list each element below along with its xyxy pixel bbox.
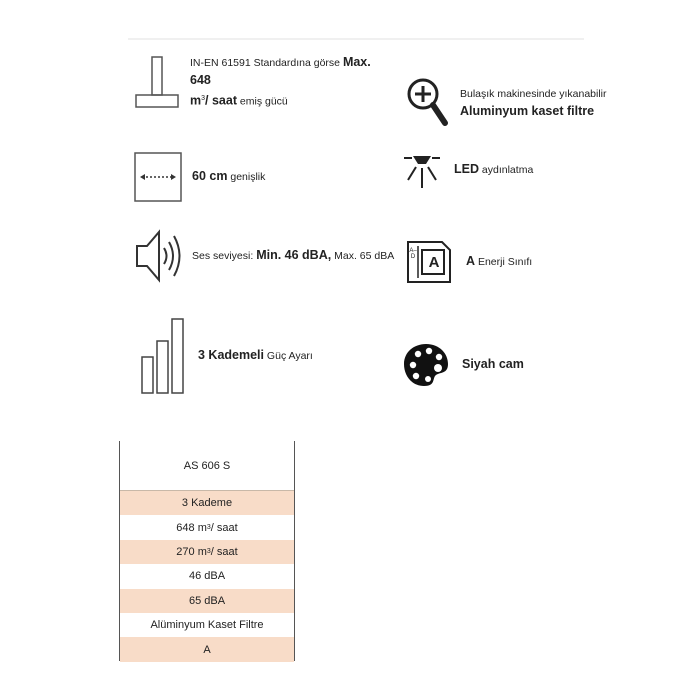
speaker-icon (134, 224, 184, 288)
spec-row-min-suction: 270 m 3 / saat (120, 540, 294, 564)
feature-led-text: LED aydınlatma (454, 162, 534, 176)
feature-speed-text: 3 Kademeli Güç Ayarı (198, 348, 313, 362)
feature-width (134, 152, 265, 202)
feature-sound-level (134, 224, 394, 288)
top-divider (128, 38, 584, 40)
width-icon (134, 152, 182, 202)
power-levels-icon (140, 317, 186, 395)
feature-led (402, 150, 533, 190)
magnifier-plus-icon (406, 76, 450, 130)
feature-suction-power (134, 54, 384, 111)
energy-scale-label: A–D (409, 248, 417, 260)
spec-row-energy: A (120, 637, 294, 661)
feature-black-glass (402, 342, 524, 388)
led-lamp-icon (402, 150, 442, 190)
feature-speed-levels (140, 317, 313, 395)
feature-glass-text: Siyah cam (462, 357, 524, 371)
feature-width-text: 60 cm genişlik (192, 169, 266, 183)
spec-table-header: AS 606 S (120, 441, 294, 491)
hood-icon (134, 55, 180, 109)
spec-row-min-noise: 46 dBA (188, 570, 226, 583)
feature-filter-text: Bulaşık makinesinde yıkanabilir Aluminyum kaset filtre (460, 87, 607, 118)
spec-row-speed: 3 Kademe (120, 491, 294, 515)
spec-row-max-suction: 648 m 3 / saat (176, 521, 238, 534)
feature-energy-text: A Enerji Sınıfı (466, 254, 533, 268)
energy-badge-letter: A (428, 253, 440, 271)
feature-sound-text: Ses seviyesi: Min. 46 dBA, Max. 65 dBA (192, 248, 395, 262)
palette-icon (402, 342, 450, 388)
feature-energy-class (406, 240, 532, 284)
feature-suction-text: IN-EN 61591 Standardına görse Max. 648 $m^3/$ saat emiş gücü (190, 55, 371, 108)
spec-table (119, 441, 295, 661)
spec-row-max-noise: 65 dBA (120, 589, 294, 613)
feature-filter (406, 76, 607, 130)
spec-row-filter: Alüminyum Kaset Filtre (150, 619, 264, 632)
